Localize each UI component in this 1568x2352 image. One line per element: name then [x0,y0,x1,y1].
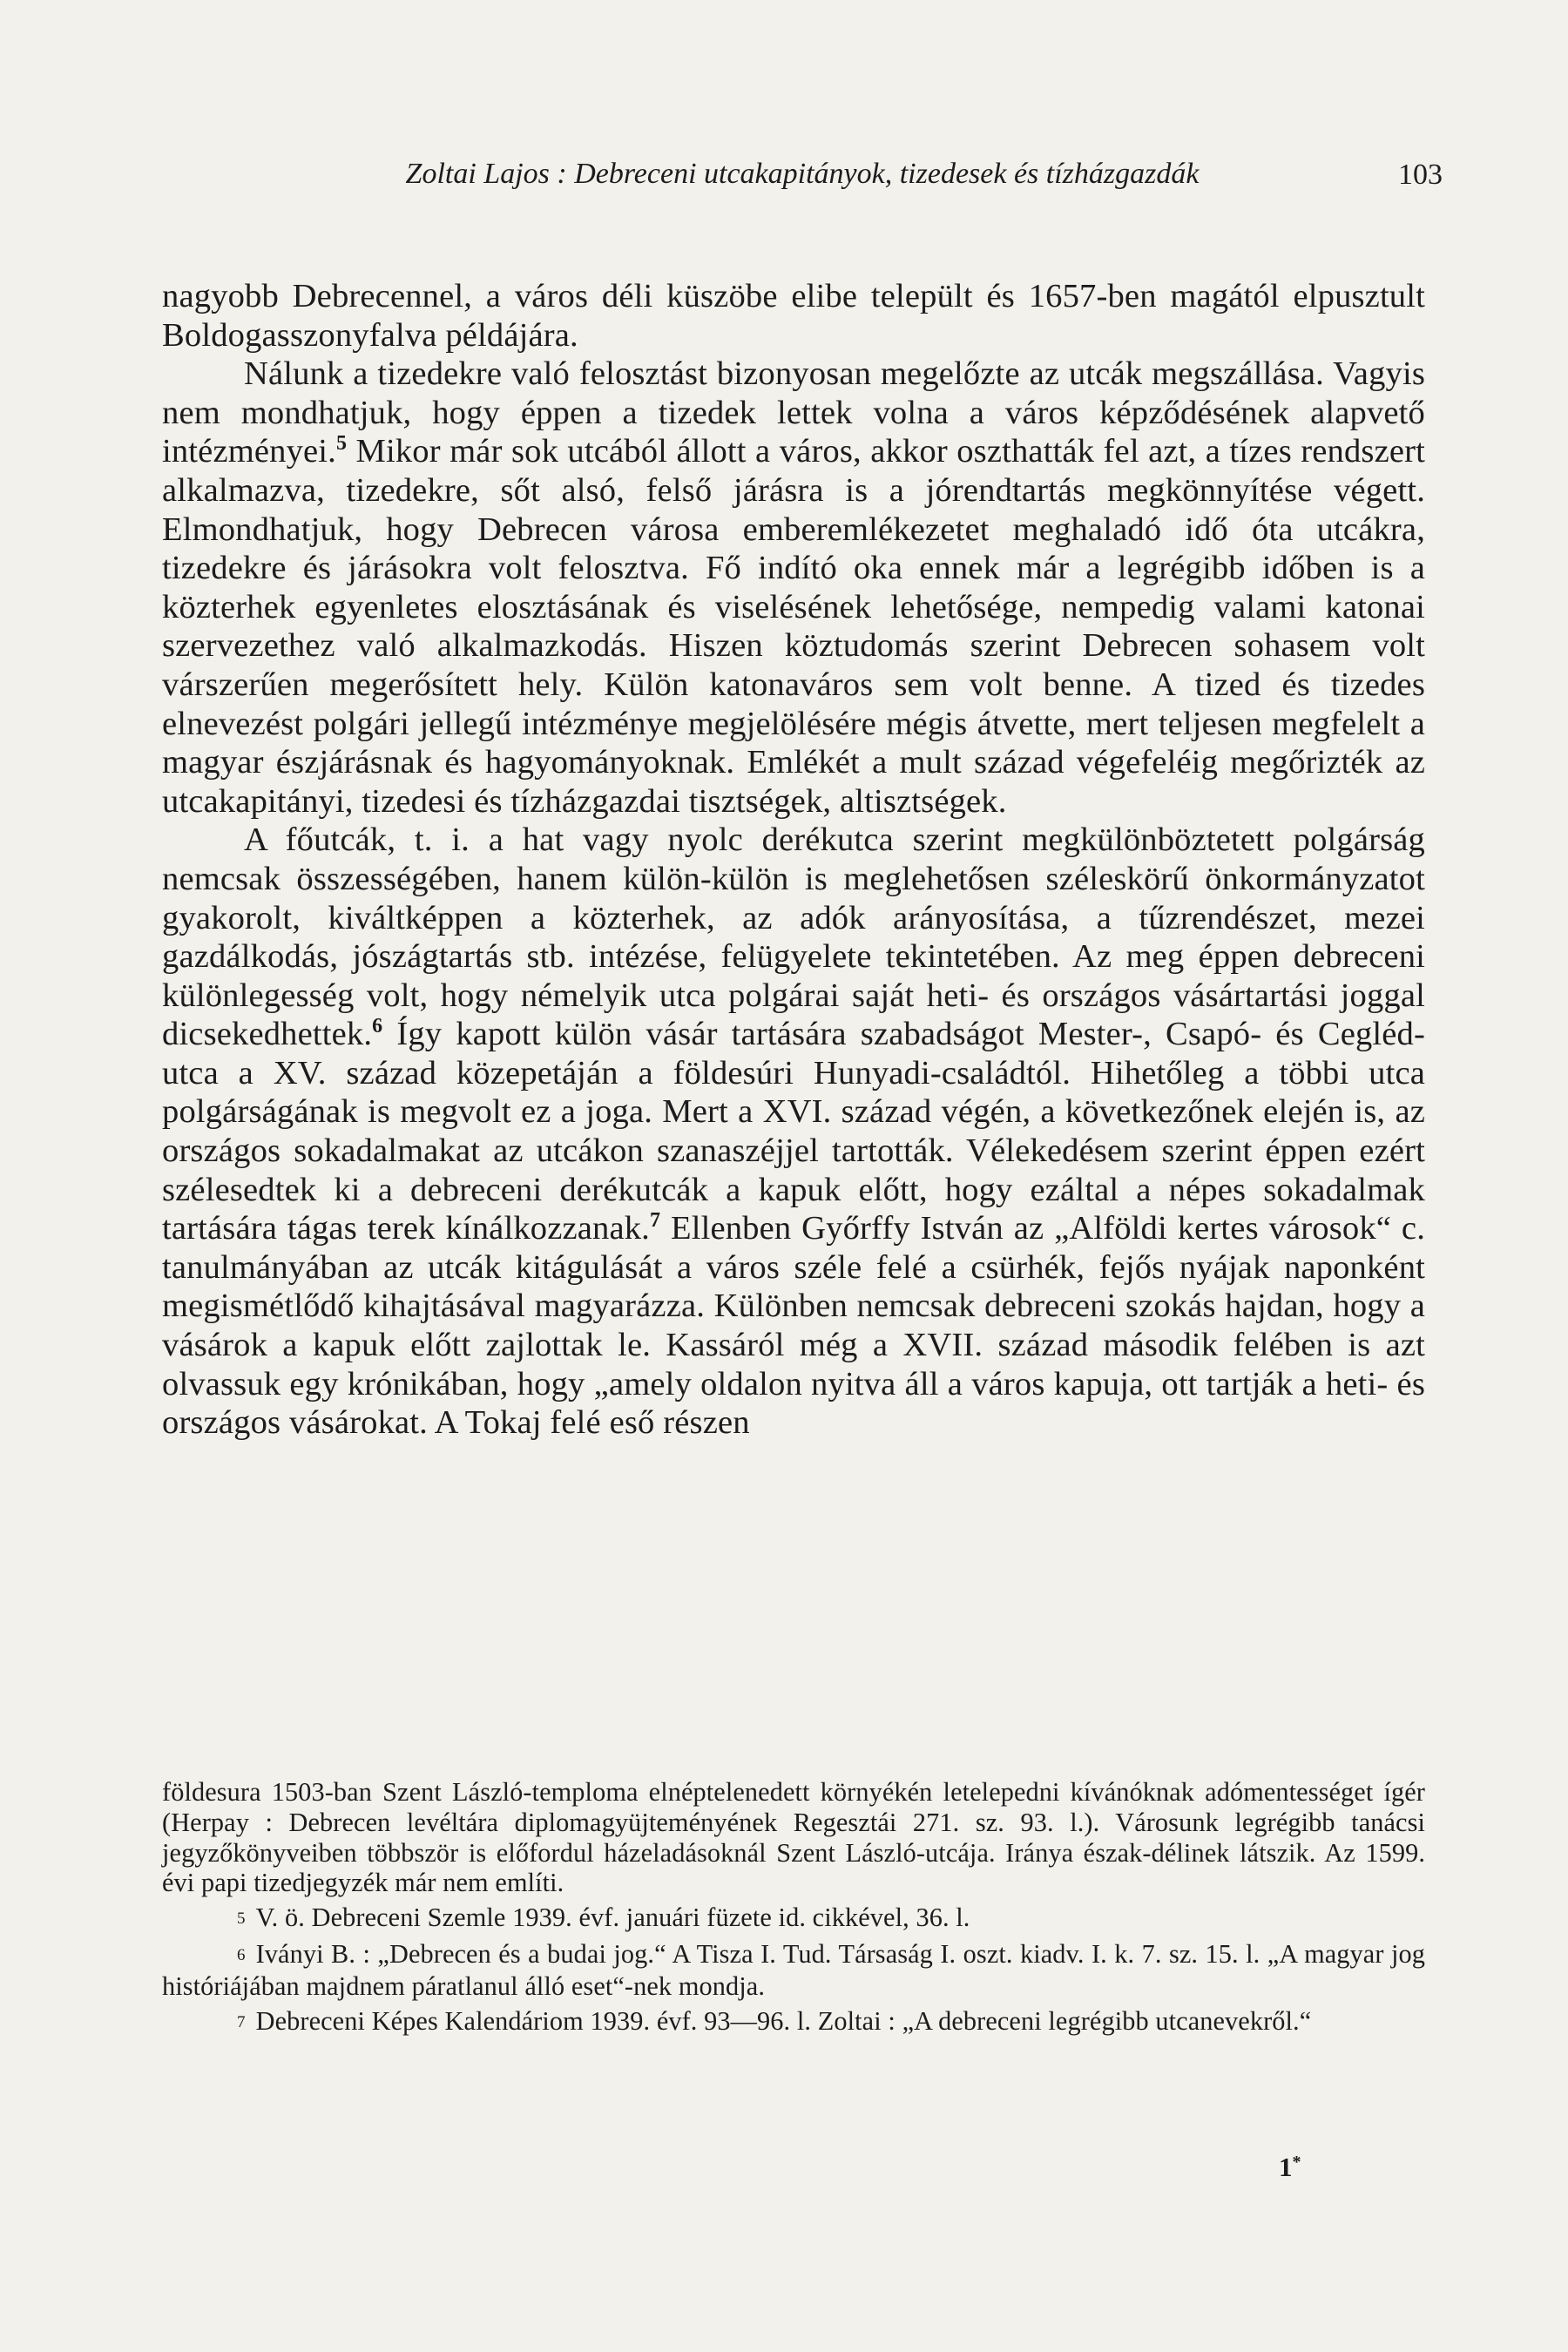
paragraph-2-text-a: Nálunk a tizedekre való felosztást bizonyosan megelőzte az utcák megszállása. Vagyis nem mondhatjuk, hogy éppen a tizedek lettek volna a város képződésének alapvető intézményei. [162,355,1425,470]
footnote-5 [162,1903,1425,1935]
footnote-5-number: 5 [237,1909,246,1929]
running-title: Zoltai Lajos : Debreceni utcakapitányok, tizedesek és tízházgazdák [405,158,1200,190]
paragraph-3-text-c: Ellenben Győrffy István az „Alföldi kertes városok“ c. tanulmányában az utcák kitágulását a város széle felé a csürhék, fejős nyájak naponként megismétlődő kihajtásával magyarázza. Különben nemcsak debreceni szokás hajdan, hogy a vásárok a kapuk előtt zajlottak le. Kassáról még a XVII. század második felében is azt olvassuk egy krónikában, hogy „amely oldalon nyitva áll a város kapuja, ott tartják a heti- és országos vásárokat. A Tokaj felé eső részen [162,1210,1425,1442]
paragraph-1-text: nagyobb Debrecennel, a város déli küszöbe elibe települt és 1657-ben magától elpusztult Boldogasszonyfalva példájára. [162,278,1425,354]
printer-signature [1279,2152,1301,2183]
footnote-6 [162,1939,1425,2002]
paragraph-3-text-a: A főutcák, t. i. a hat vagy nyolc derékutca szerint megkülönböztetett polgárság nemcsak összességében, hanem külön-külön is meglehetősen széleskörű önkormányzatot gyakorolt, kiváltképpen a közterhek, az adók arányosítása, a tűzrendészet, mezei gazdálkodás, jószágtartás stb. intézése, felügyelete tekintetében. Az meg éppen debreceni különlegesség volt, hogy némelyik utca polgárai saját heti- és országos vásártartási joggal dicsekedhettek. [162,821,1425,1053]
page-number: 103 [1398,159,1443,191]
paragraph-3-text-b: Így kapott külön vásár tartására szabadságot Mester-, Csapó- és Cegléd-utca a XV. század közepetáján a földesúri Hunyadi-családtól. Hihetőleg a többi utca polgárságának is megvolt ez a joga. Mert a XVI. század végén, a következőnek elején is, az országos sokadalmakat az utcákon szanaszéjjel tartották. Vélekedésem szerint éppen ezért szélesedtek ki a debreceni derékutcák a kapuk előtt, hogy ezáltal a népes sokadalmak tartására tágas terek kínálkozzanak. [162,1016,1425,1247]
footnote-7-text: Debreceni Képes Kalendáriom 1939. évf. 93—96. l. Zoltai : „A debreceni legrégibb utcanevekről.“ [255,2005,1312,2036]
footnote-7-number: 7 [237,2012,246,2031]
signature-star: * [1292,2153,1301,2172]
main-text [162,277,1425,1443]
footnote-continued: földesura 1503-ban Szent László-temploma elnéptelenedett környékén letelepedni kívánóknak adómentességet ígér (Herpay : Debrecen levéltára diplomagyüjteményének Regesztái 271. sz. 93. l.). Városunk legrégibb tanácsi jegyzőkönyveiben többször is előfordul házeladásoknál Szent László-utcája. Iránya észak-délinek látszik. Az 1599. évi papi tizedjegyzék már nem említi. [162,1777,1425,1898]
paragraph-2-text-b: Mikor már sok utcából állott a város, akkor oszthatták fel azt, a tízes rendszert alkalmazva, tizedekre, sőt alsó, felső járásra is a jórendtartás megkönnyítése végett. Elmondhatjuk, hogy Debrecen városa emberemlékezetet meghaladó idő óta utcákra, tizedekre és járásokra volt felosztva. Fő indító oka ennek már a legrégibb időben is a közterhek egyenletes elosztásának és viselésének lehetősége, nempedig valami katonai szervezethez való alkalmazkodás. Hiszen köztudomás szerint Debrecen sohasem volt várszerűen megerősített hely. Külön katonaváros sem volt benne. A tized és tizedes elnevezést polgári jellegű intézménye megjelölésére mégis átvette, mert teljesen megfelelt a magyar észjárásnak és hagyományoknak. Emlékét a mult század végefeléig megőrizték az utcakapitányi, tizedesi és tízházgazdai tisztségek, altisztségek. [162,433,1425,820]
footnotes [162,1777,1425,2042]
footnote-7 [162,2006,1425,2038]
footnote-ref-7: 7 [649,1209,661,1233]
footnote-6-text: Iványi B. : „Debrecen és a budai jog.“ A Tisza I. Tud. Társaság I. oszt. kiadv. I. k. 7. sz. 15. l. „A magyar jog históriájában majdnem páratlanul álló eset“-nek mondja. [162,1938,1425,2001]
paragraph-3 [162,821,1425,1443]
running-header [162,152,1443,196]
footnote-5-text: V. ö. Debreceni Szemle 1939. évf. januári füzete id. cikkével, 36. l. [255,1903,970,1933]
signature-number: 1 [1279,2152,1293,2182]
footnote-ref-6: 6 [372,1015,383,1038]
footnote-6-number: 6 [237,1945,246,1964]
paragraph-1 [162,277,1425,355]
paragraph-2 [162,355,1425,821]
footnote-ref-5: 5 [335,432,348,456]
